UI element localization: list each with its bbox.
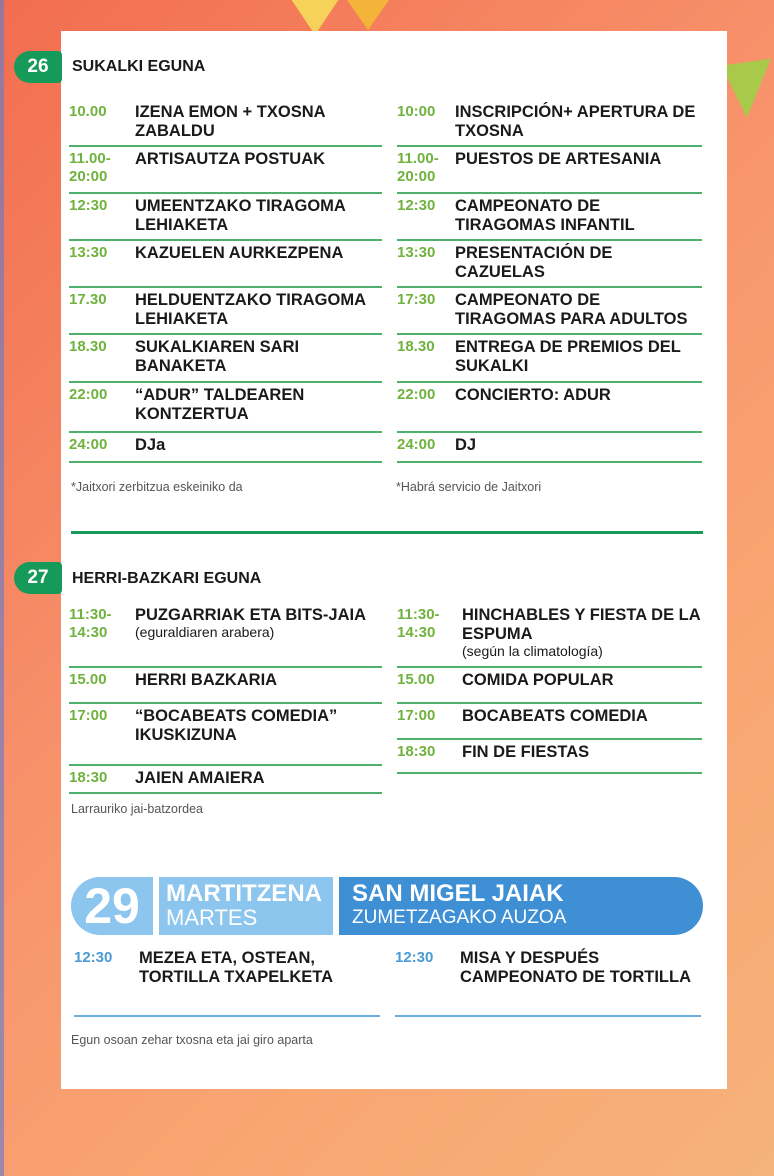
schedule-activity [135,436,382,455]
schedule-time: 17.30 [69,291,107,308]
schedule-activity-text: UMEENTZAKO TIRAGOMA LEHIAKETA [135,197,346,234]
schedule-row [397,704,702,740]
schedule-activity-text: IZENA EMON + TXOSNA ZABALDU [135,103,325,140]
schedule-time: 10:00 [397,103,436,120]
schedule-row [397,288,702,335]
schedule-activity [135,197,382,235]
schedule-time: 11:30- 14:30 [397,606,440,641]
schedule-activity [460,949,701,987]
event-title: SAN MIGEL JAIAK [352,880,564,907]
schedule-activity-text: JAIEN AMAIERA [135,769,265,787]
schedule-activity-text: DJ [455,436,477,454]
schedule-row [397,740,702,774]
schedule-time: 18.30 [397,338,435,355]
schedule-activity [135,707,382,745]
schedule-time: 12:30 [74,949,113,966]
day-26-spanish-schedule [397,100,702,463]
schedule-row [74,946,380,1017]
schedule-activity-text: PRESENTACIÓN DE CAZUELAS [455,244,613,281]
schedule-activity-note: (según la climatología) [462,643,603,659]
schedule-activity [455,338,702,376]
schedule-time: 12:30 [397,197,436,214]
schedule-row [69,335,382,383]
day-26-badge: 26 [14,51,62,83]
schedule-activity-text: INSCRIPCIÓN+ APERTURA DE TXOSNA [455,103,696,140]
schedule-activity [462,671,702,690]
schedule-activity [455,436,702,455]
bunting-flag-orange [340,0,396,30]
schedule-activity [455,103,702,141]
schedule-activity-text: PUZGARRIAK ETA BITS-JAIA [135,606,366,624]
schedule-time: 12:30 [395,949,434,966]
schedule-activity-text: COMIDA POPULAR [462,671,614,689]
schedule-activity-text: MISA Y DESPUÉS CAMPEONATO DE TORTILLA [460,949,691,986]
schedule-activity-text: “ADUR” TALDEAREN KONTZERTUA [135,386,305,423]
day-29-weekday [159,877,333,935]
day-27-title: HERRI-BAZKARI EGUNA [72,570,262,587]
day-27-note: Larrauriko jai-batzordea [71,802,204,816]
day-29-note: Egun osoan zehar txosna eta jai giro aparta [71,1033,313,1047]
weekday-basque: MARTITZENA [166,880,322,907]
schedule-activity [135,386,382,424]
schedule-activity [135,244,382,263]
schedule-activity-text: HINCHABLES Y FIESTA DE LA ESPUMA [462,606,701,643]
schedule-activity [135,338,382,376]
schedule-activity [455,386,702,405]
schedule-activity-text: “BOCABEATS COMEDIA” IKUSKIZUNA [135,707,338,744]
schedule-row [397,100,702,147]
day-26-basque-schedule [69,100,382,463]
schedule-activity [135,291,382,329]
schedule-row [69,668,382,704]
day-26-note-basque: *Jaitxori zerbitzua eskeiniko da [71,480,243,494]
schedule-time: 22:00 [69,386,108,403]
schedule-activity-text: BOCABEATS COMEDIA [462,707,648,725]
day-27-spanish-schedule [397,603,702,774]
schedule-row [69,766,382,794]
day-29-spanish-schedule [395,946,701,1017]
schedule-time: 15.00 [69,671,107,688]
schedule-activity-text: CAMPEONATO DE TIRAGOMAS PARA ADULTOS [455,291,688,328]
schedule-activity [135,150,382,169]
schedule-activity [135,103,382,141]
schedule-time: 18:30 [397,743,436,760]
day-29-banner [71,877,703,935]
schedule-activity [455,291,702,329]
schedule-row [69,147,382,194]
schedule-time: 17:00 [397,707,436,724]
schedule-row [69,603,382,668]
day-26-note-spanish: *Habrá servicio de Jaitxori [396,480,542,494]
schedule-time: 13:30 [397,244,436,261]
schedule-row [69,383,382,433]
schedule-row [397,668,702,704]
schedule-time: 11.00- 20:00 [397,150,439,185]
schedule-activity [462,743,702,762]
bunting-flag-yellow [285,0,345,35]
section-separator [71,531,703,534]
schedule-activity-text: PUESTOS DE ARTESANIA [455,150,662,168]
schedule-time: 22:00 [397,386,436,403]
schedule-row [397,241,702,288]
day-29-basque-schedule [74,946,380,1017]
day-26-title: SUKALKI EGUNA [72,58,206,75]
schedule-activity-text: ENTREGA DE PREMIOS DEL SUKALKI [455,338,681,375]
schedule-activity [455,150,702,169]
schedule-activity-text: MEZEA ETA, OSTEAN, TORTILLA TXAPELKETA [139,949,334,986]
schedule-time: 12:30 [69,197,108,214]
bunting-flag-green [721,59,774,120]
schedule-activity-note: (eguraldiaren arabera) [135,624,275,640]
schedule-row [69,194,382,241]
schedule-activity-text: DJa [135,436,166,454]
day-29-event [339,877,703,935]
schedule-activity-text: HELDUENTZAKO TIRAGOMA LEHIAKETA [135,291,366,328]
schedule-time: 24:00 [69,436,108,453]
schedule-activity [455,197,702,235]
schedule-time: 17:30 [397,291,436,308]
schedule-row [69,704,382,766]
schedule-time: 17:00 [69,707,108,724]
day-27-basque-schedule [69,603,382,794]
schedule-row [69,241,382,288]
schedule-activity [135,671,382,690]
schedule-activity-text: SUKALKIAREN SARI BANAKETA [135,338,300,375]
schedule-row [397,383,702,433]
schedule-time: 10.00 [69,103,107,120]
day-29-number: 29 [71,877,153,935]
schedule-row [69,433,382,463]
schedule-activity [135,769,382,788]
schedule-time: 15.00 [397,671,435,688]
schedule-row [397,433,702,463]
schedule-row [397,147,702,194]
schedule-time: 11.00- 20:00 [69,150,111,185]
schedule-time: 24:00 [397,436,436,453]
schedule-activity-text: CAMPEONATO DE TIRAGOMAS INFANTIL [455,197,635,234]
schedule-time: 13:30 [69,244,108,261]
schedule-activity [462,606,702,659]
schedule-activity-text: HERRI BAZKARIA [135,671,278,689]
schedule-time: 18:30 [69,769,108,786]
schedule-activity-text: CONCIERTO: ADUR [455,386,611,404]
event-subtitle: ZUMETZAGAKO AUZOA [352,907,567,928]
day-27-badge: 27 [14,562,62,594]
schedule-time: 18.30 [69,338,107,355]
schedule-activity [462,707,702,726]
schedule-activity [135,606,382,640]
schedule-row [397,603,702,668]
schedule-row [397,335,702,383]
schedule-activity-text: KAZUELEN AURKEZPENA [135,244,344,262]
schedule-time: 11:30- 14:30 [69,606,112,641]
schedule-activity-text: FIN DE FIESTAS [462,743,590,761]
schedule-activity [455,244,702,282]
schedule-row [395,946,701,1017]
weekday-spanish: MARTES [166,905,258,930]
schedule-activity-text: ARTISAUTZA POSTUAK [135,150,326,168]
schedule-row [69,288,382,335]
left-edge-stripe [0,0,4,1176]
schedule-row [397,194,702,241]
schedule-activity [139,949,380,987]
schedule-row [69,100,382,147]
